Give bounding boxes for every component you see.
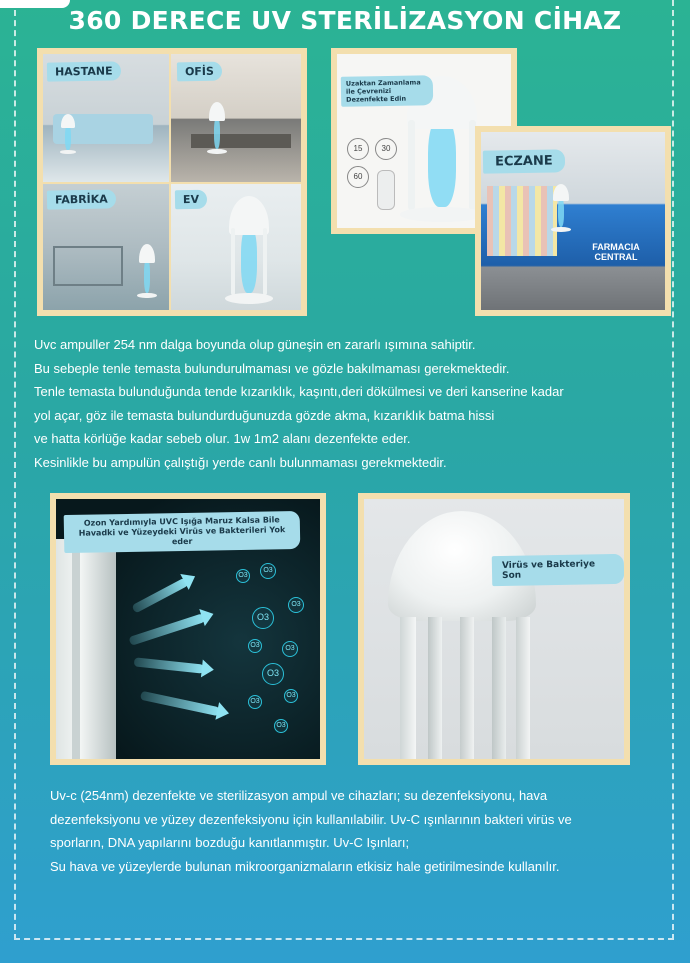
ozone-bubble: O3 (288, 597, 304, 613)
ozone-bubble: O3 (252, 607, 274, 629)
paragraph-line: ve hatta körlüğe kadar sebeb olur. 1w 1m2 alanı dezenfekte eder. (34, 431, 411, 446)
pharmacy-panel (475, 126, 671, 316)
hospital-label: HASTANE (47, 61, 121, 81)
factory-photo (43, 184, 169, 310)
remote-caption: Uzaktan Zamanlama ile Çevrenizi Dezenfekte Edin (341, 75, 434, 107)
uv-warning-paragraph (34, 333, 564, 474)
pharmacy-sign: FARMACIA CENTRAL (592, 242, 640, 262)
ozone-panel (50, 493, 326, 765)
uvc-usage-paragraph (50, 784, 572, 878)
timer-30: 30 (375, 138, 397, 160)
factory-label: FABRİKA (47, 189, 116, 209)
paragraph-line: Su hava ve yüzeylerde bulunan mikroorganizmaların etkisiz hale getirilmesinde kullanılır. (50, 858, 560, 874)
ozone-caption: Ozon Yardımıyla UVC Işığa Maruz Kalsa Bile Havadki ve Yüzeydeki Virüs ve Bakterileri Yok eder (64, 511, 301, 553)
home-label: EV (175, 190, 207, 210)
uv-arrow (129, 613, 206, 646)
paragraph-line: Uv-c (254nm) dezenfekte ve sterilizasyon ampul ve cihazları; su dezenfeksiyonu, hava (50, 788, 548, 803)
ozone-bubble: O3 (260, 563, 276, 579)
paragraph-line: dezenfeksiyonu ve yüzey dezenfeksiyonu için kullanılabilir. Uv-C ışınlarının bakteri virüs ve (50, 811, 572, 827)
ozone-bubble: O3 (262, 663, 284, 685)
lamp-bar (72, 539, 80, 759)
ozone-bubble: O3 (248, 639, 262, 653)
uv-arrow (140, 691, 220, 716)
virus-caption: Virüs ve Bakteriye Son (492, 554, 624, 586)
paragraph-line: Tenle temasta bulunduğunda tende kızarıklık, kaşıntı,deri dökülmesi ve deri kanserine kadar (34, 384, 564, 399)
timer-15: 15 (347, 138, 369, 160)
paragraph-line: Bu sebeple tenle temasta bulundurulmaması ve gözle bakılmaması gerekmektedir. (34, 360, 510, 376)
home-photo (171, 184, 301, 310)
virus-panel (358, 493, 630, 765)
timer-60: 60 (347, 166, 369, 188)
paragraph-line: yol açar, göz ile temasta bulundurduğunuzda gözde akma, kızarıklık batma hissi (34, 407, 495, 423)
paragraph-line: sporların, DNA yapılarını bozduğu kanıtlanmıştır. Uv-C Işınları; (50, 835, 410, 850)
pharmacy-label: ECZANE (483, 149, 565, 173)
page-title: 360 DERECE UV STERİLİZASYON CİHAZ (68, 6, 622, 35)
uv-arrow (134, 657, 205, 673)
paragraph-line: Kesinlikle bu ampulün çalıştığı yerde canlı bulunmaması gerekmektedir. (34, 454, 447, 470)
hospital-photo (43, 54, 169, 182)
ozone-bubble: O3 (284, 689, 298, 703)
ozone-bubble: O3 (236, 569, 250, 583)
uv-arrow (131, 577, 188, 613)
lamp-side-image (56, 539, 116, 759)
office-label: OFİS (177, 62, 222, 82)
location-collage (37, 48, 307, 316)
ozone-bubble: O3 (282, 641, 298, 657)
ozone-bubble: O3 (274, 719, 288, 733)
office-photo (171, 54, 301, 182)
ozone-bubble: O3 (248, 695, 262, 709)
remote-control-image (377, 170, 395, 210)
paragraph-line: Uvc ampuller 254 nm dalga boyunda olup güneşin en zararlı ışımına sahiptir. (34, 337, 476, 352)
